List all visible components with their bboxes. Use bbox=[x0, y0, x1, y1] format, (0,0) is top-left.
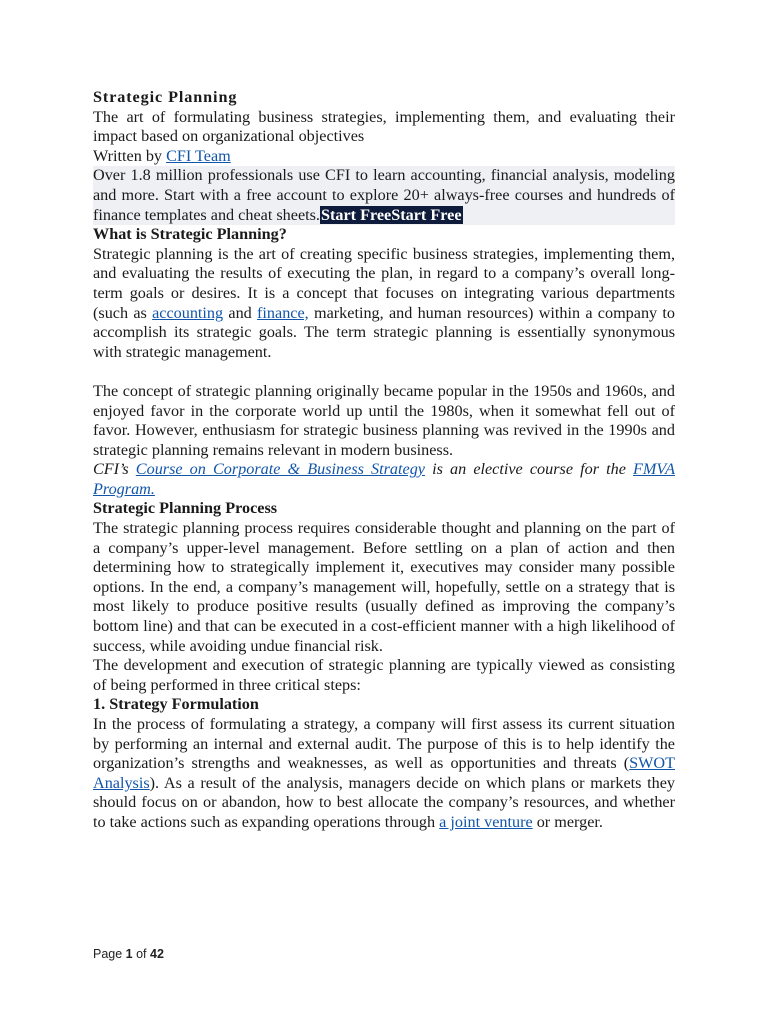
text-run: is an elective course for the bbox=[424, 460, 634, 479]
fmva-link[interactable]: FMVA Program. bbox=[93, 460, 675, 498]
text-run: and bbox=[223, 303, 258, 322]
page-total: 42 bbox=[150, 947, 164, 961]
page-number: 1 bbox=[125, 947, 133, 961]
author-link[interactable]: CFI Team bbox=[166, 146, 231, 165]
of-label: of bbox=[132, 947, 150, 961]
text-run: In the process of formulating a strategy, a company will first assess its current situation by performing an internal and external audit. The purpose of this is to help identify the organization’s strengths and weaknesses, as well as opportunities and threats ( bbox=[93, 715, 675, 773]
byline-prefix: Written by bbox=[93, 146, 167, 165]
blank-line bbox=[93, 362, 675, 382]
text-run: marketing, and human resources) within a company to accomplish its strategic goals. The term strategic planning is essentially synonymous with strategic management. bbox=[93, 303, 675, 361]
promo-text: Over 1.8 million professionals use CFI to learn accounting, financial analysis, modeling and more. Start with a free account to explore 20+ always-free courses and hundreds of finance templates and cheat sheets. bbox=[93, 166, 675, 224]
text-run: ). As a result of the analysis, managers decide on which plans or markets they should focus on or abandon, how to best allocate the company’s resources, and whether to take actions such as expanding operations through bbox=[93, 773, 675, 831]
paragraph bbox=[93, 245, 675, 363]
paragraph: The strategic planning process requires considerable thought and planning on the part of a company’s upper-level management. Before settling on a plan of action and then determining how to strategically implement it, executives may consider many possible options. In the end, a company’s management will, hopefully, settle on a strategy that is most likely to produce positive results (usually defined as improving the company’s bottom line) and that can be executed in a cost-efficient manner with a high likelihood of success, while avoiding undue financial risk. bbox=[93, 519, 675, 655]
subtitle: The art of formulating business strategies, implementing them, and evaluating their impact based on organizational objectives bbox=[93, 107, 675, 146]
page-label: Page bbox=[93, 947, 126, 961]
finance-link[interactable]: finance, bbox=[257, 303, 309, 322]
page-footer bbox=[93, 947, 164, 961]
course-note bbox=[93, 460, 675, 499]
section-heading-what-is: What is Strategic Planning? bbox=[93, 225, 287, 244]
paragraph: The development and execution of strategic planning are typically viewed as consisting of being performed in three critical steps: bbox=[93, 656, 675, 694]
section-heading-process: Strategic Planning Process bbox=[93, 499, 278, 518]
swot-link[interactable]: SWOT Analysis bbox=[93, 754, 675, 792]
promo-text-para bbox=[93, 166, 675, 225]
page-title: Strategic Planning bbox=[93, 88, 238, 106]
course-link[interactable]: Course on Corporate & Business Strategy bbox=[135, 460, 425, 479]
paragraph bbox=[93, 715, 675, 833]
start-free-button[interactable]: Start FreeStart Free bbox=[320, 205, 462, 224]
byline bbox=[93, 147, 675, 167]
text-run: CFI’s bbox=[93, 460, 136, 479]
paragraph: The concept of strategic planning originally became popular in the 1950s and 1960s, and enjoyed favor in the corporate world up until the 1980s, when it somewhat fell out of favor. However, enthusiasm for strategic business planning was revived in the 1990s and strategic planning remains relevant in modern business. bbox=[93, 381, 675, 459]
text-run: Strategic planning is the art of creating specific business strategies, implementing them, and evaluating the results of executing the plan, in regard to a company’s overall long-term goals or desires. It is a concept that focuses on integrating various departments (such as bbox=[93, 244, 675, 322]
section-heading-formulation: 1. Strategy Formulation bbox=[93, 695, 259, 714]
text-run: or merger. bbox=[532, 812, 603, 831]
promo-banner bbox=[93, 166, 675, 225]
joint-venture-link[interactable]: a joint venture bbox=[439, 812, 533, 831]
accounting-link[interactable]: accounting bbox=[152, 303, 224, 322]
document-body bbox=[93, 86, 675, 833]
